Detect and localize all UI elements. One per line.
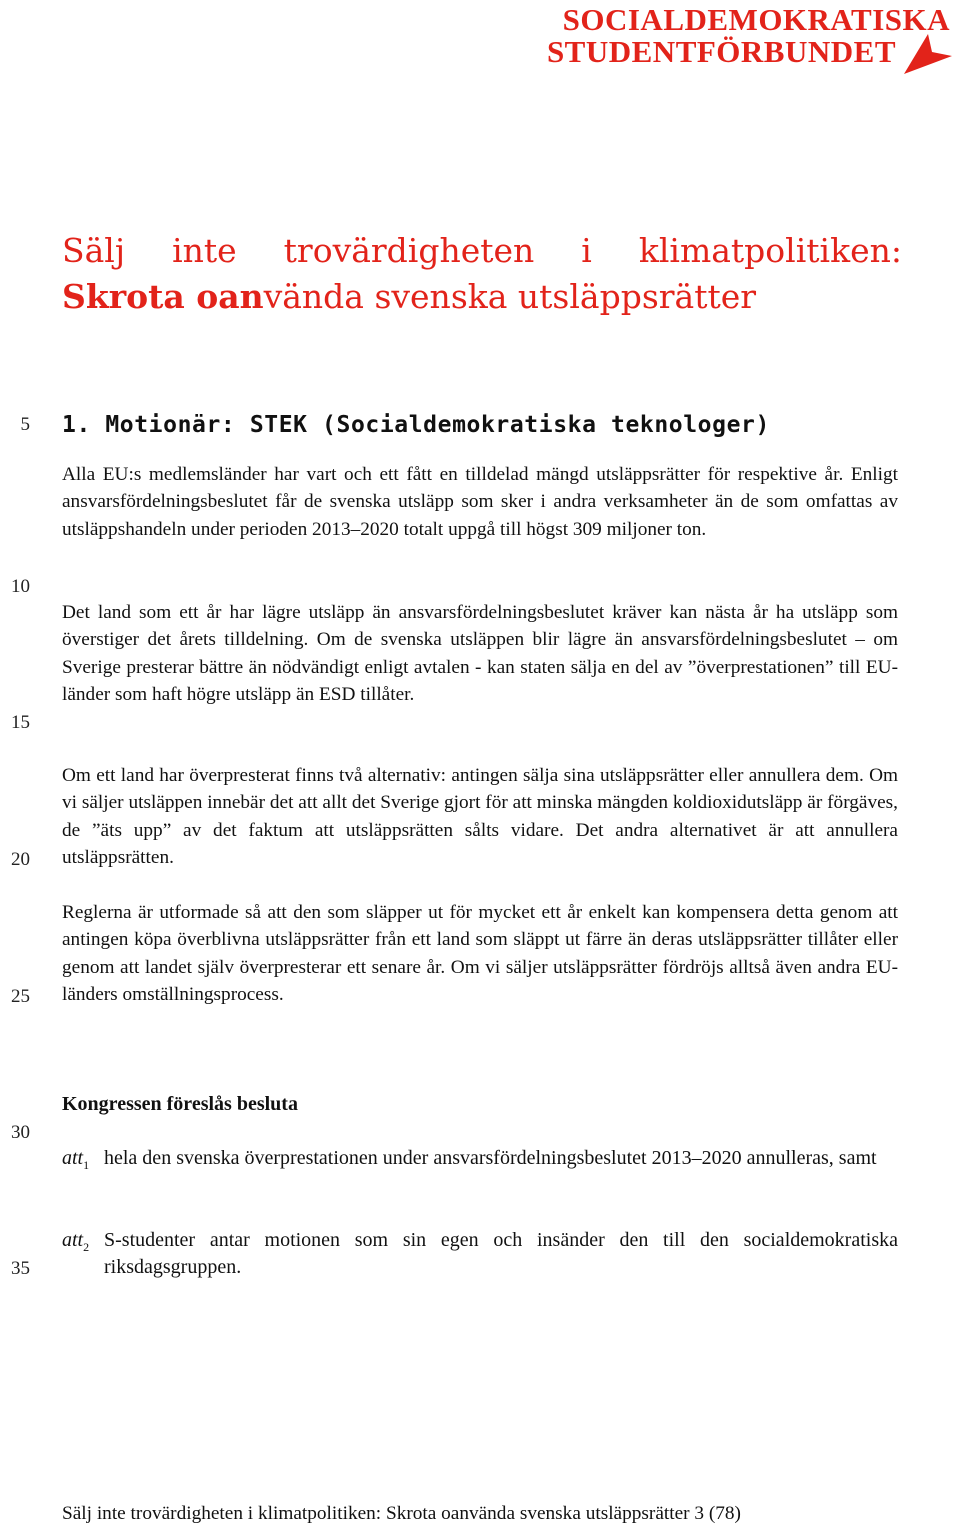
page-title bbox=[62, 228, 902, 320]
line-number: 35 bbox=[11, 1258, 30, 1279]
arrow-up-icon bbox=[898, 32, 954, 76]
line-number: 10 bbox=[11, 576, 30, 597]
att-number: 1 bbox=[83, 1158, 90, 1172]
organization-logo bbox=[494, 2, 954, 82]
decision-item-2 bbox=[62, 1227, 898, 1282]
decision-item-text: hela den svenska överprestationen under ansvarsfördelningsbeslutet 2013–2020 annulleras, samt bbox=[104, 1147, 877, 1169]
title-line2-bold: Skrota oan bbox=[62, 277, 264, 316]
decision-item-label bbox=[62, 1227, 89, 1261]
line-number: 25 bbox=[11, 986, 30, 1007]
att-word: att bbox=[62, 1229, 84, 1251]
att-number: 2 bbox=[83, 1240, 90, 1254]
logo-text-line1: SOCIALDEMOKRATISKA bbox=[562, 2, 950, 37]
page-footer: Sälj inte trovärdigheten i klimatpolitiken: Skrota oanvända svenska utsläppsrätter 3 (78) bbox=[62, 1503, 741, 1524]
decision-item-text: S-studenter antar motionen som sin egen och insänder den till den socialdemokratiska riksdagsgruppen. bbox=[104, 1229, 898, 1279]
body-paragraph-3: Om ett land har överpresterat finns två alternativ: antingen sälja sina utsläppsrätter eller annullera dem. Om vi säljer utsläppen innebär det att allt det Sverige gjort för att minska mängden koldioxidutsläpp är förgäves, de ”äts upp” av det faktum att utsläppsrätten sålts vidare. Det andra alternativet är att annullera utsläppsrätten. bbox=[62, 765, 898, 868]
line-number: 5 bbox=[20, 414, 30, 435]
motion-heading: 1. Motionär: STEK (Socialdemokratiska teknologer) bbox=[62, 412, 770, 438]
body-paragraph-1: Alla EU:s medlemsländer har vart och ett fått en tilldelad mängd utsläppsrätter för respektive år. Enligt ansvarsfördelningsbeslutet får de svenska utsläpp som sker i andra verksamheter än de som omfattas av utsläppshandeln under perioden 2013–2020 totalt uppgå till högst 309 miljoner ton. bbox=[62, 464, 898, 540]
decision-heading: Kongressen föreslås besluta bbox=[62, 1093, 298, 1115]
title-line2 bbox=[62, 274, 902, 320]
att-word: att bbox=[62, 1147, 84, 1169]
decision-item-label bbox=[62, 1145, 89, 1179]
body-paragraph-4: Reglerna är utformade så att den som släpper ut för mycket ett år enkelt kan kompensera detta genom att antingen köpa överblivna utsläppsrätter från ett land som släppt ut färre än deras utsläppsrätter tillåter eller genom att landet själv överpresterar ett senare år. Om vi säljer utsläppsrätter fördröjs alltså även andra EU-länders omställningsprocess. bbox=[62, 902, 898, 1005]
title-line1: Sälj inte trovärdigheten i klimatpolitiken: bbox=[62, 231, 902, 270]
title-line2-rest: vända svenska utsläppsrätter bbox=[263, 277, 757, 316]
line-number: 20 bbox=[11, 849, 30, 870]
logo-text-line2: STUDENTFÖRBUNDET bbox=[546, 34, 896, 69]
line-number: 30 bbox=[11, 1122, 30, 1143]
body-paragraph-2: Det land som ett år har lägre utsläpp än ansvarsfördelningsbeslutet kräver kan nästa år ha utsläpp som överstiger det årets tilldelning. Om de svenska utsläppen blir lägre än ansvarsfördelningsbeslutet – om Sverige presterar bättre än nödvändigt enligt avtalen - kan staten sälja en del av ”överprestationen” till EU-länder som haft högre utsläpp än ESD tillåter. bbox=[62, 602, 898, 705]
decision-item-1 bbox=[62, 1145, 898, 1172]
line-number: 15 bbox=[11, 712, 30, 733]
